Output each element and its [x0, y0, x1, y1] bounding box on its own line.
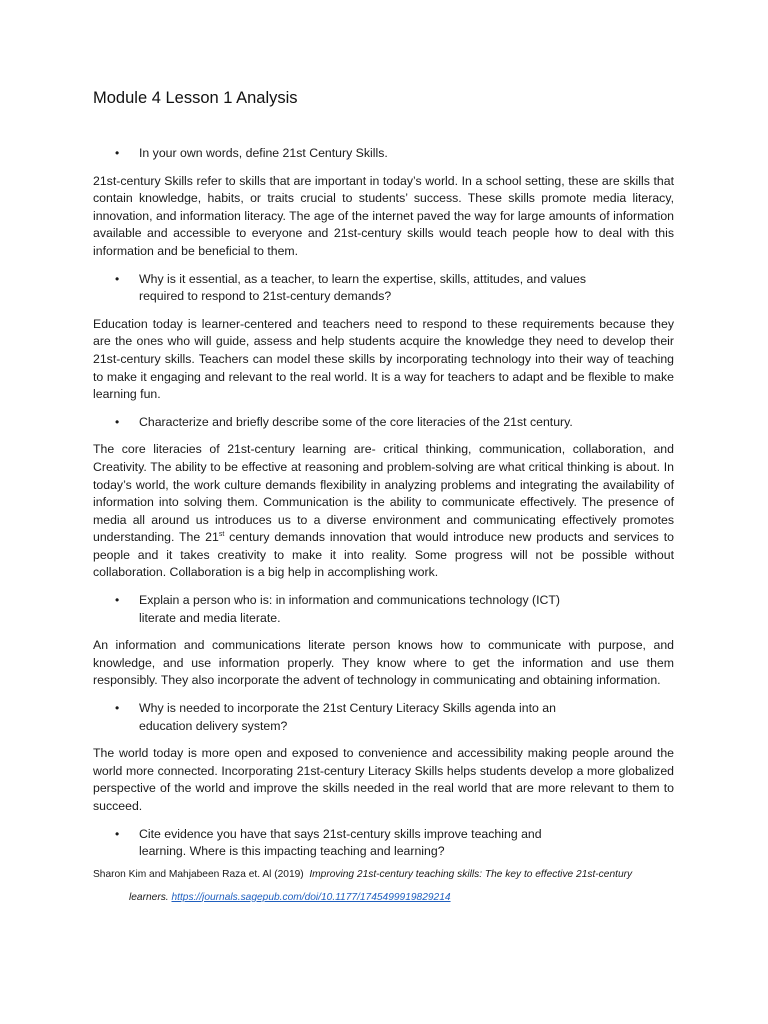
question-text: Characterize and briefly describe some of the core literacies of the 21st century. — [139, 414, 573, 429]
answer-paragraph-3 — [93, 441, 674, 582]
question-text: education delivery system? — [139, 718, 288, 733]
bullet-icon: • — [115, 593, 120, 608]
superscript-text: st — [218, 531, 225, 539]
answer-paragraph-1: 21st-century Skills refer to skills that are important in today’s world. In a school setting, these are skills that contain knowledge, habits, or traits crucial to students’ success. These skills promote media literacy, innovation, and information literacy. The age of the internet paved the way for large amounts of information available and accessible to everyone and 21st-century skills would teach people how to deal with this information and be beneficial to them. — [93, 173, 674, 258]
reference-title: Improving 21st-century teaching skills: The key to effective 21st-century — [309, 868, 633, 880]
reference-line-2 — [93, 886, 674, 909]
question-bullet-6 — [93, 826, 674, 861]
bullet-icon: • — [115, 146, 120, 160]
question-text: Cite evidence you have that says 21st-century skills improve teaching and — [139, 826, 542, 841]
question-bullet-4 — [93, 592, 674, 627]
question-text: required to respond to 21st-century demands? — [139, 289, 392, 304]
answer-paragraph-2: Education today is learner-centered and teachers need to respond to these requirements because they are the ones who will guide, assess and help students acquire the knowledge they need to develop their 21st-century skills. Teachers can model these skills by incorporating technology into their way of teaching to make it engaging and relevant to the real world. It is a way for teachers to adapt and be flexible to make learning fun. — [93, 316, 674, 402]
question-bullet-5 — [93, 700, 674, 735]
paragraph-text: century demands innovation that would introduce new products and services to people and it takes creativity to make it into reality. Some progress will not be possible without collaboration. Collaboration is a big help in accomplishing work. — [93, 530, 674, 580]
document-page — [93, 0, 674, 1024]
bullet-icon: • — [115, 271, 120, 286]
question-bullet-1 — [93, 145, 674, 163]
bullet-icon: • — [115, 414, 120, 429]
question-text: learning. Where is this impacting teaching and learning? — [139, 844, 445, 859]
document-body — [93, 145, 674, 909]
question-bullet-2 — [93, 271, 674, 306]
reference-citation — [93, 863, 674, 909]
answer-paragraph-4: An information and communications literate person knows how to communicate with purpose, and knowledge, and use information properly. They know where to get the information and use them responsibly. They also incorporate the advent of technology in communicating and obtaining information. — [93, 638, 674, 688]
question-text: literate and media literate. — [139, 610, 281, 625]
answer-paragraph-5: The world today is more open and exposed to convenience and accessibility making people around the world more connected. Incorporating 21st-century Literacy Skills helps students develop a more globalized perspective of the world and improve the skills needed in the real world that are more relevant to them to succeed. — [93, 746, 674, 813]
page-title: Module 4 Lesson 1 Analysis — [93, 89, 298, 107]
bullet-icon: • — [115, 701, 120, 716]
reference-link[interactable]: https://journals.sagepub.com/doi/10.1177/1745499919829214 — [171, 891, 451, 903]
reference-title-end: learners. — [129, 891, 169, 903]
paragraph-text: The core literacies of 21st-century learning are- critical thinking, communication, collaboration, and Creativity. The ability to be effective at reasoning and problem-solving are what critical thinking is about. In today’s world, the work culture demands flexibility in analyzing problems and integrating the availability of information into solving them. Communication is the ability to communicate effectively. The presence of media all around us introduces us to a diverse environment and communicating effectively promotes understanding. The 21 — [93, 442, 674, 545]
question-text: Why is needed to incorporate the 21st Century Literacy Skills agenda into an — [139, 701, 556, 716]
question-text: Why is it essential, as a teacher, to learn the expertise, skills, attitudes, and values — [139, 271, 587, 286]
reference-authors: Sharon Kim and Mahjabeen Raza et. Al (2019) — [93, 868, 304, 880]
question-text: In your own words, define 21st Century Skills. — [139, 146, 388, 160]
question-bullet-3 — [93, 414, 674, 432]
bullet-icon: • — [115, 826, 120, 841]
question-text: Explain a person who is: in information and communications technology (ICT) — [139, 593, 561, 608]
